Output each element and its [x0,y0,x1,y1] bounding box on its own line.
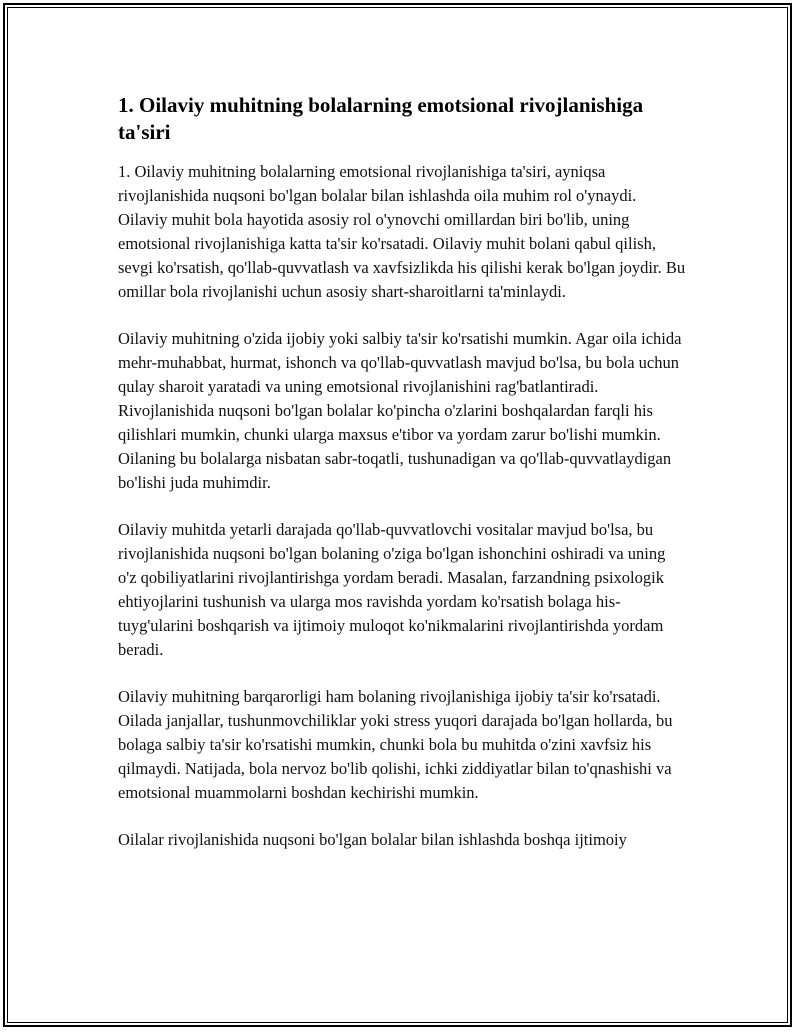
paragraph-2: Oilaviy muhitning o'zida ijobiy yoki salbiy ta'sir ko'rsatishi mumkin. Agar oila ichida mehr-muhabbat, hurmat, ishonch va qo'llab-quvvatlash mavjud bo'lsa, bu bola uchun qulay sharoit yaratadi va uning emotsional rivojlanishini rag'batlantiradi. Rivojlanishida nuqsoni bo'lgan bolalar ko'pincha o'zlarini boshqalardan farqli his qilishlari mumkin, chunki ularga maxsus e'tibor va yordam zarur bo'lishi mumkin. Oilaning bu bolalarga nisbatan sabr-toqatli, tushunadigan va qo'llab-quvvatlaydigan bo'lishi juda muhimdir. [118,329,682,492]
document-body [118,92,688,875]
paragraph-3: Oilaviy muhitda yetarli darajada qo'llab-quvvatlovchi vositalar mavjud bo'lsa, bu rivojlanishida nuqsoni bo'lgan bolaning o'ziga bo'lgan ishonchini oshiradi va uning o'z qobiliyatlarini rivojlantirishga yordam beradi. Masalan, farzandning psixologik ehtiyojlarini tushunish va ularga mos ravishda yordam ko'rsatish bolaga his-tuyg'ularini boshqarish va ijtimoiy muloqot ko'nikmalarini rivojlantirishda yordam beradi. [118,520,666,659]
paragraph-1: 1. Oilaviy muhitning bolalarning emotsional rivojlanishiga ta'siri, ayniqsa rivojlanishida nuqsoni bo'lgan bolalar bilan ishlashda oila muhim rol o'ynaydi. Oilaviy muhit bola hayotida asosiy rol o'ynovchi omillardan biri bo'lib, uning emotsional rivojlanishiga katta ta'sir ko'rsatadi. Oilaviy muhit bolani qabul qilish, sevgi ko'rsatish, qo'llab-quvvatlash va xavfsizlikda his qilishi kerak bo'lgan joydir. Bu omillar bola rivojlanishi uchun asosiy shart-sharoitlarni ta'minlaydi. [118,162,686,301]
paragraph-5: Oilalar rivojlanishida nuqsoni bo'lgan bolalar bilan ishlashda boshqa ijtimoiy [118,830,627,849]
document-title: 1. Oilaviy muhitning bolalarning emotsional rivojlanishiga ta'siri [118,93,644,144]
paragraph-4: Oilaviy muhitning barqarorligi ham bolaning rivojlanishiga ijobiy ta'sir ko'rsatadi. Oilada janjallar, tushunmovchiliklar yoki stress yuqori darajada bo'lgan hollarda, bu bolaga salbiy ta'sir ko'rsatishi mumkin, chunki bola bu muhitda o'zini xavfsiz his qilmaydi. Natijada, bola nervoz bo'lib qolishi, ichki ziddiyatlar bilan to'qnashishi va emotsional muammolarni boshdan kechirishi mumkin. [118,687,673,802]
